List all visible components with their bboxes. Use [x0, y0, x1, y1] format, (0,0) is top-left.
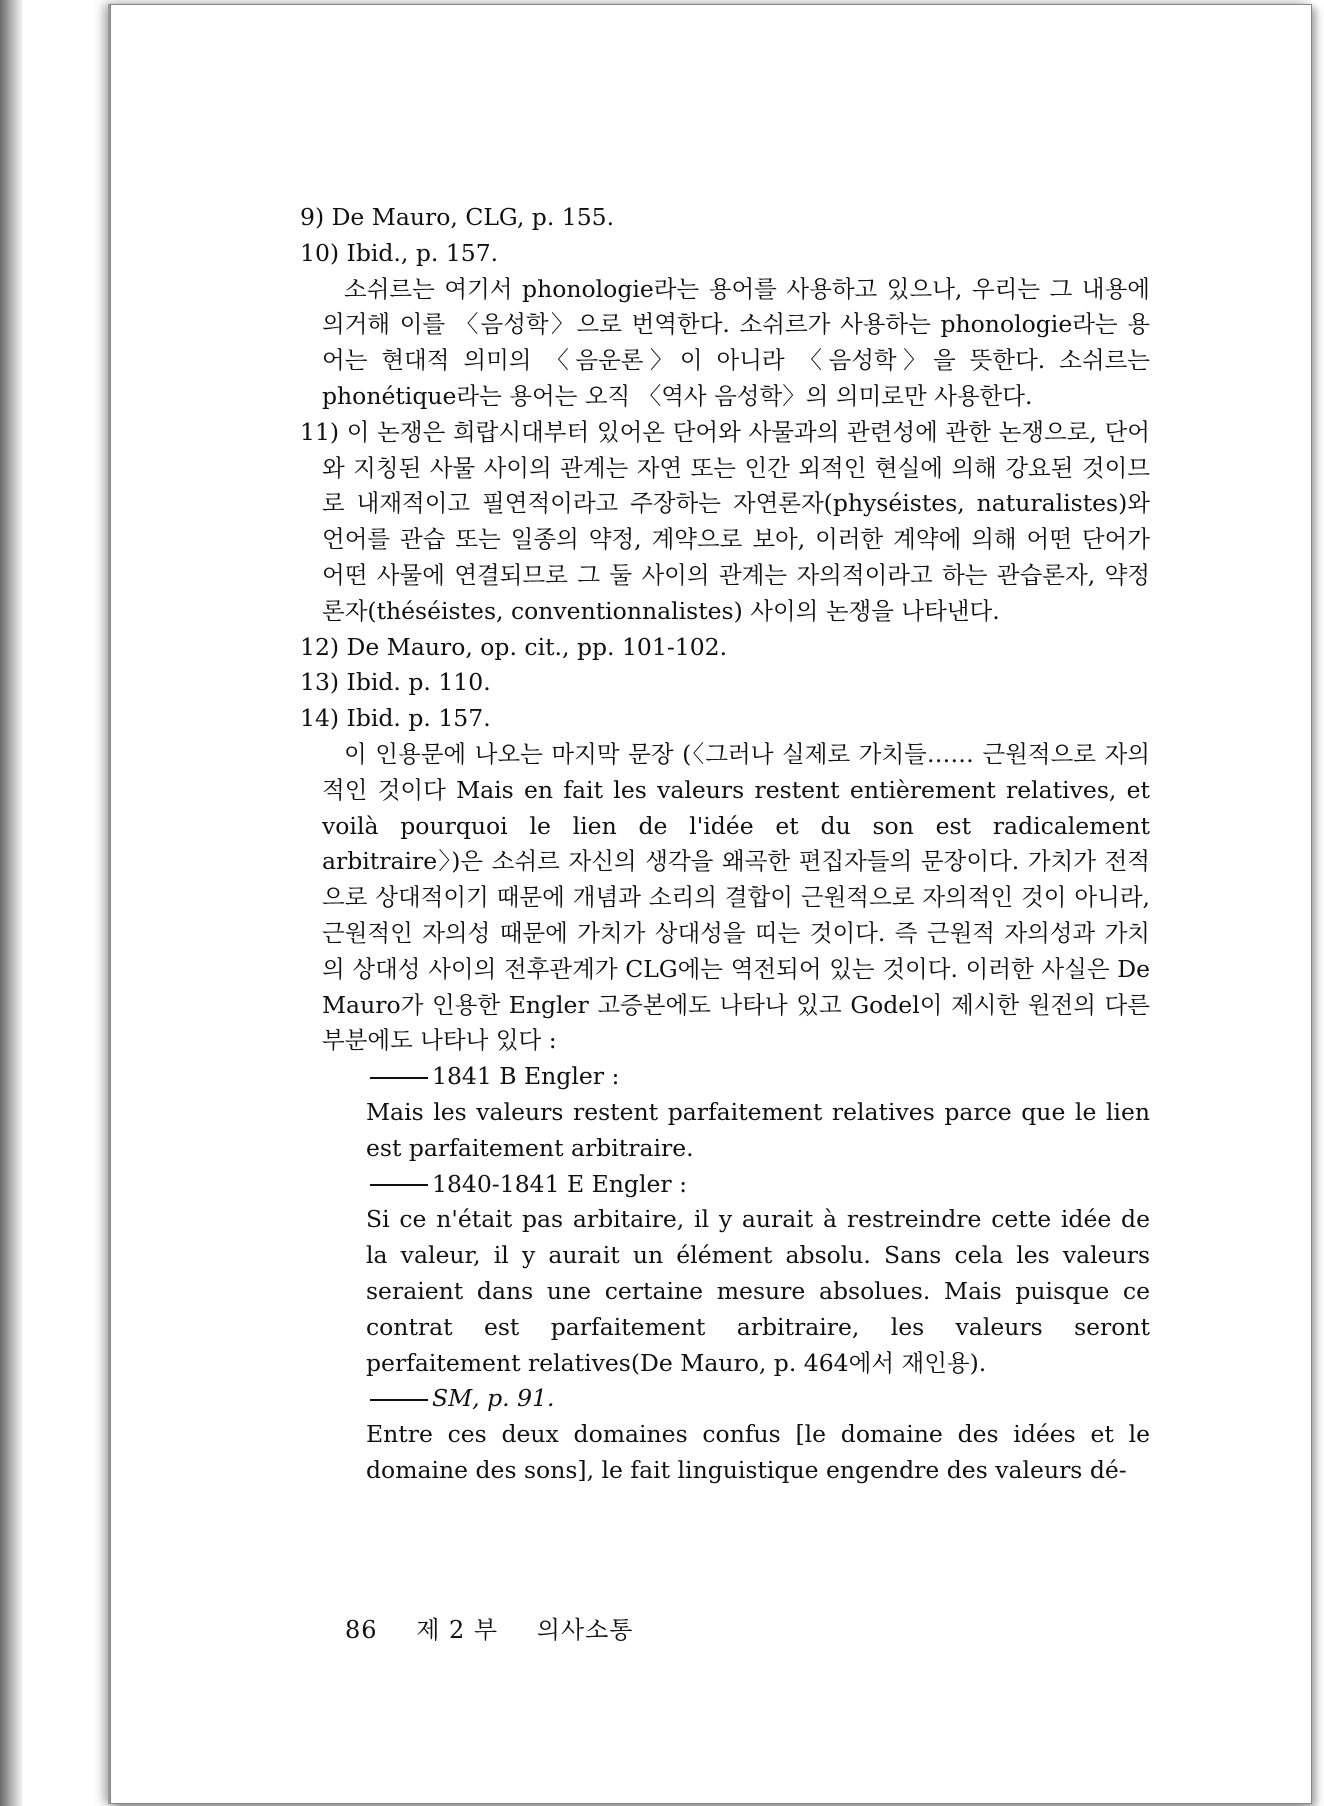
- page-number: 86: [345, 1616, 378, 1644]
- quote-2-source: 1840-1841 E Engler :: [432, 1169, 688, 1198]
- footnote-9: 9) De Mauro, CLG, p. 155.: [300, 203, 615, 231]
- footnote-11: 11) 이 논쟁은 희랍시대부터 있어온 단어와 사물과의 관련성에 관한 논쟁으로, 단어와 지칭된 사물 사이의 관계는 자연 또는 인간 외적인 현실에 의해 강요된 것이므로 내재적이고 필연적이라고 주장하는 자연론자(physéistes, naturalistes)와 언어를 관습 또는 일종의 약정, 계약으로 보아, 이러한 계약에 의해 어떤 단어가 어떤 사물에 연결되므로 그 둘 사이의 관계는 자의적이라고 하는 관습론자, 약정론자(théséistes, conventionnalistes) 사이의 논쟁을 나타낸다.: [300, 417, 1150, 625]
- part-title: 의사소통: [536, 1616, 634, 1644]
- em-dash-rule: [370, 1077, 428, 1079]
- footnote-13: 13) Ibid. p. 110.: [300, 668, 491, 697]
- quote-1-source: 1841 B Engler :: [432, 1062, 620, 1091]
- footnote-12: 12) De Mauro, op. cit., pp. 101-102.: [300, 632, 728, 661]
- em-dash-rule: [370, 1184, 428, 1186]
- em-dash-rule: [370, 1399, 428, 1401]
- footnote-14: 14) Ibid. p. 157.: [300, 704, 491, 733]
- part-label: 제 2 부: [416, 1616, 499, 1644]
- page-body: [300, 200, 1150, 1489]
- footnote-10: 10) Ibid., p. 157.: [300, 238, 499, 267]
- quote-3-head: [300, 1381, 1150, 1417]
- book-spine: [0, 0, 22, 1806]
- quote-3-source: SM, p. 91.: [432, 1384, 555, 1413]
- quote-2-body: Si ce n'était pas arbitaire, il y aurait à restreindre cette idée de la valeur, il y aurait un élément absolu. Sans cela les valeurs seraient dans une certaine mesure absolues. Mais puisque ce contrat est parfaitement arbitraire, les valeurs seront perfaitement relatives(De Mauro, p. 464에서 재인용).: [366, 1205, 1150, 1377]
- quote-1-head: [300, 1059, 1150, 1095]
- footnote-10-body: 소쉬르는 여기서 phonologie라는 용어를 사용하고 있으나, 우리는 그 내용에 의거해 이를 〈음성학〉으로 번역한다. 소쉬르가 사용하는 phonologie라는 용어는 현대적 의미의 〈음운론〉이 아니라 〈음성학〉을 뜻한다. 소쉬르는 phonétique라는 용어는 오직 〈역사 음성학〉의 의미로만 사용한다.: [322, 274, 1150, 410]
- quote-1-body: Mais les valeurs restent parfaitement relatives parce que le lien est parfaitement arbitraire.: [366, 1097, 1150, 1162]
- footnote-14-body: 이 인용문에 나오는 마지막 문장 (〈그러나 실제로 가치들…… 근원적으로 자의적인 것이다 Mais en fait les valeurs restent entièrement relatives, et voilà pourquoi le lien de l'idée et du son est radicalement arbitraire〉)은 소쉬르 자신의 생각을 왜곡한 편집자들의 문장이다. 가치가 전적으로 상대적이기 때문에 개념과 소리의 결합이 근원적으로 자의적인 것이 아니라, 근원적인 자의성 때문에 가치가 상대성을 띠는 것이다. 즉 근원적 자의성과 가치의 상대성 사이의 전후관계가 CLG에는 역전되어 있는 것이다. 이러한 사실은 De Mauro가 인용한 Engler 고증본에도 나타나 있고 Godel이 제시한 원전의 다른 부분에도 나타나 있다 :: [322, 739, 1150, 1055]
- quote-2-head: [300, 1167, 1150, 1203]
- quote-3-body: Entre ces deux domaines confus [le domaine des idées et le domaine des sons], le fait linguistique engendre des valeurs dé-: [366, 1420, 1150, 1484]
- page-footer: [345, 1610, 633, 1645]
